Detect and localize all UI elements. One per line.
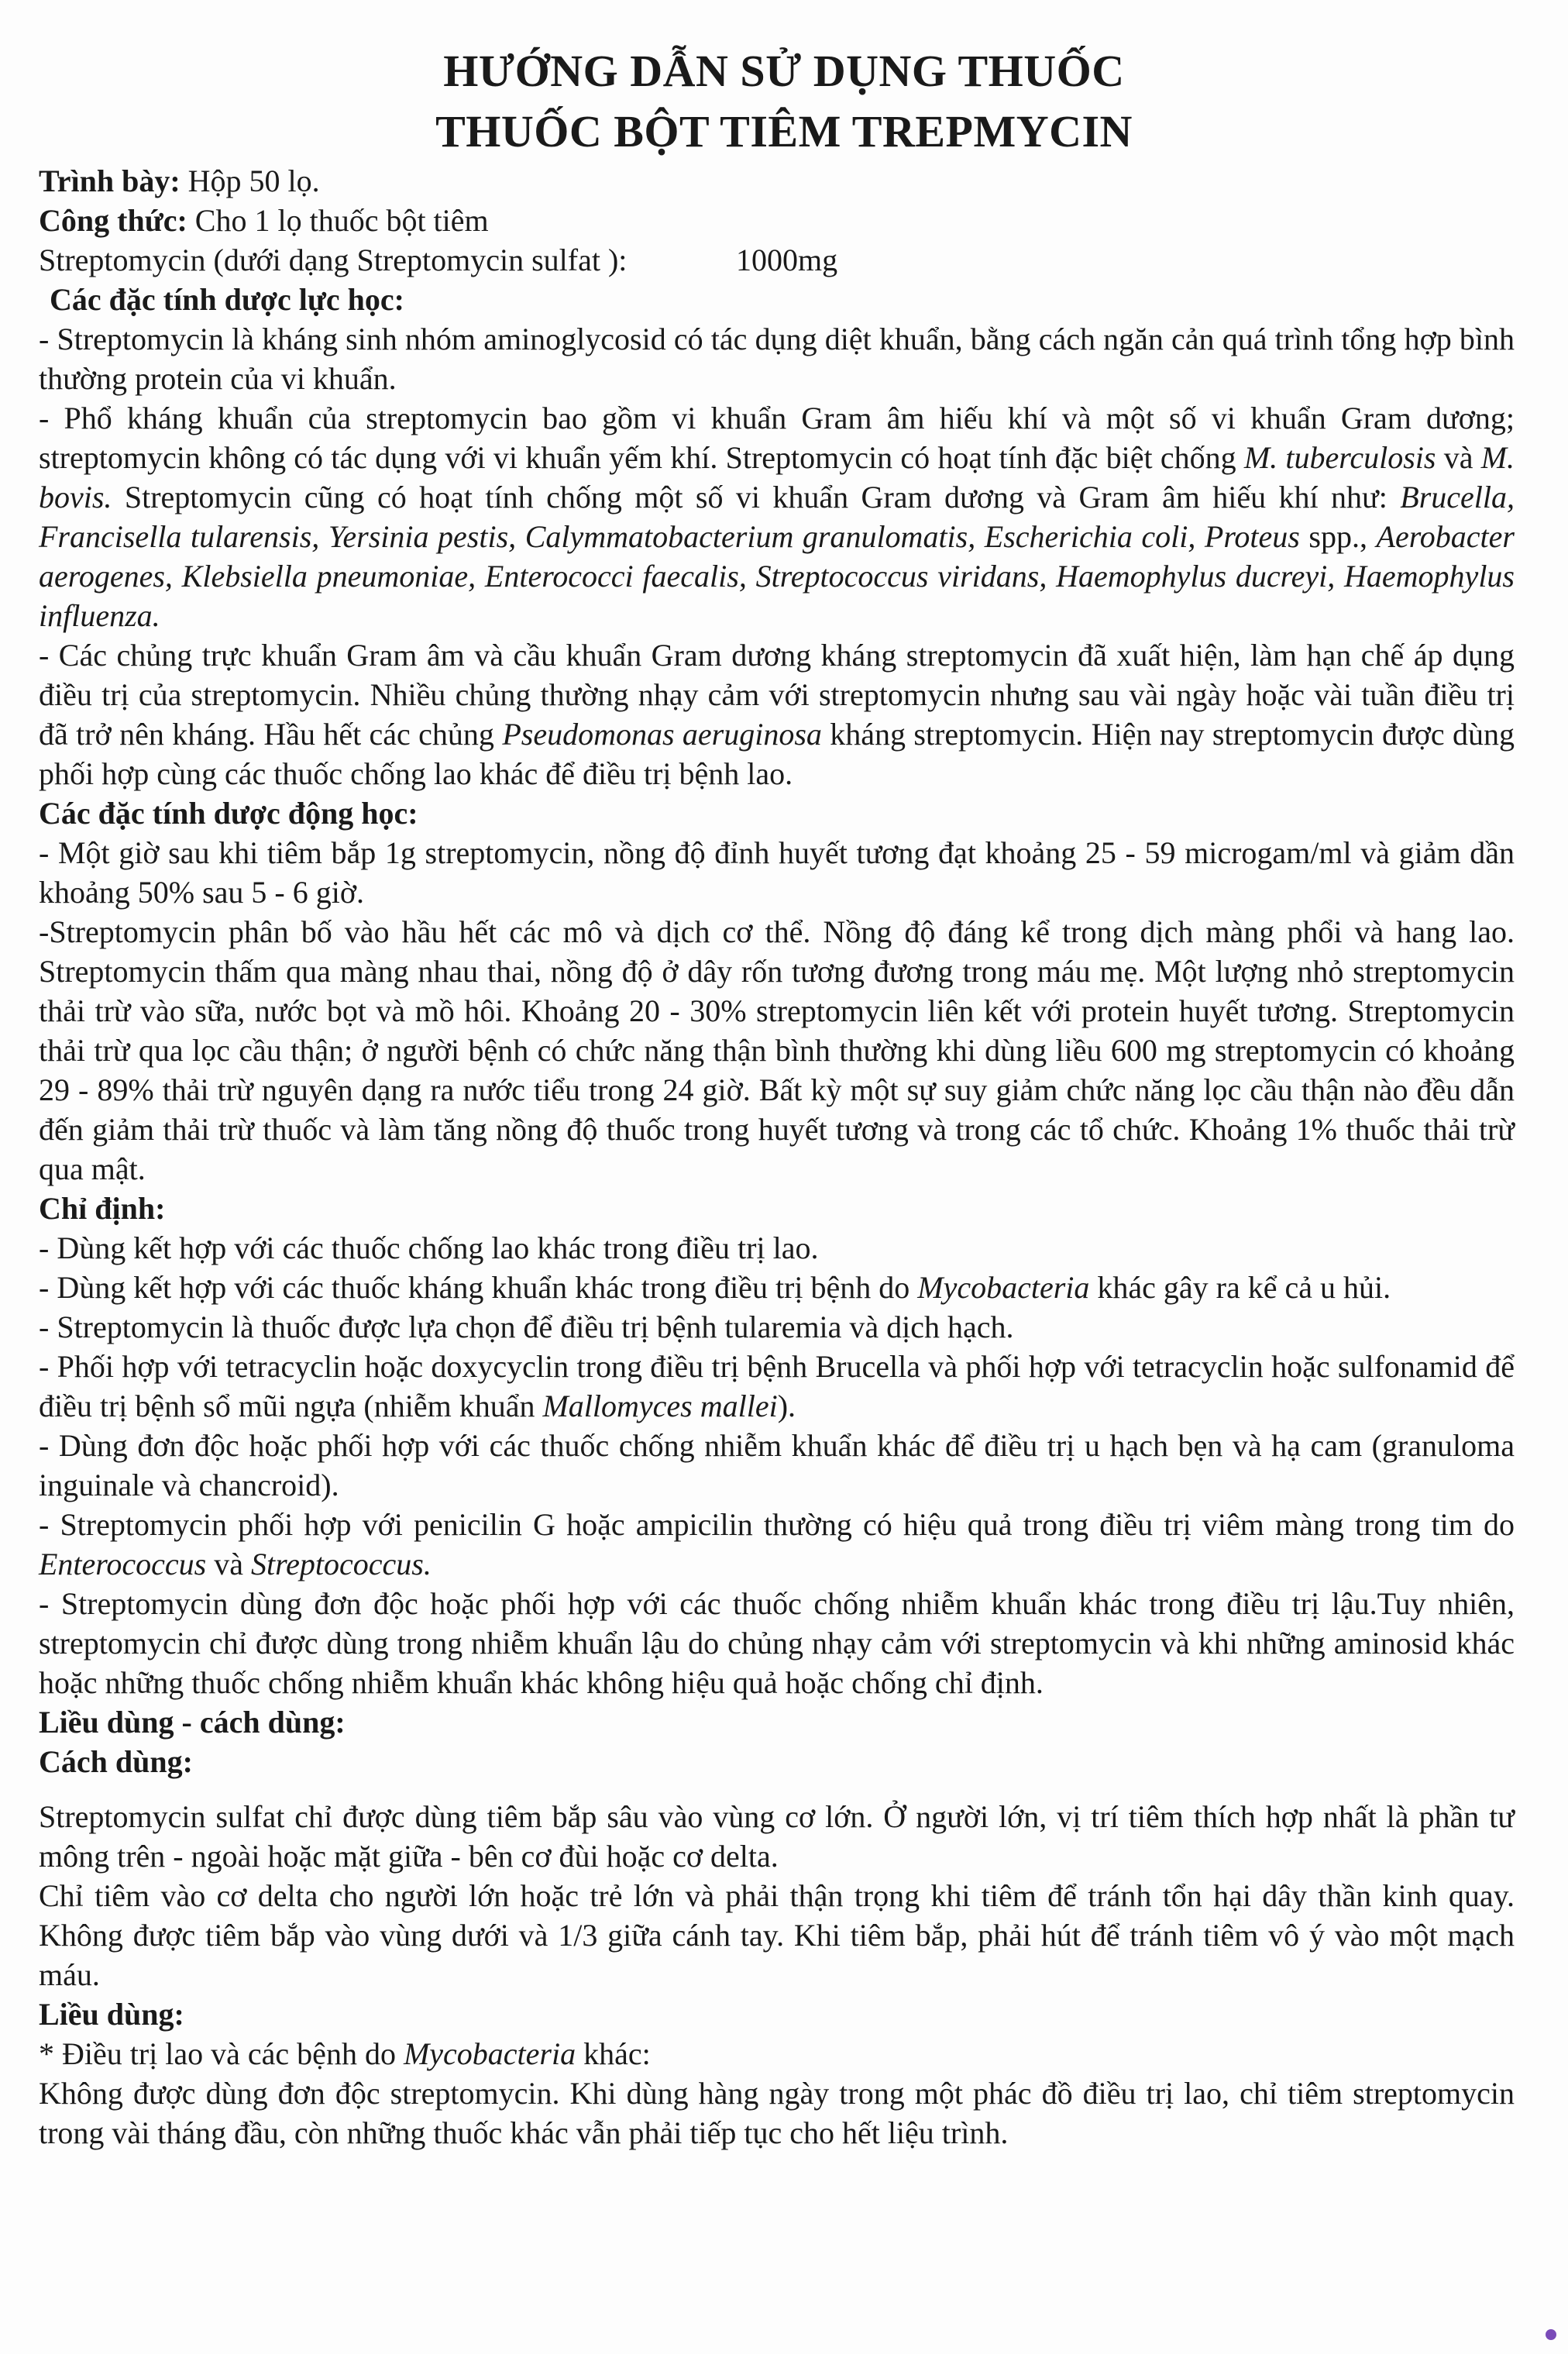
- ind-italic: Mycobacteria: [917, 1270, 1090, 1305]
- pd-text: - Phổ kháng khuẩn của streptomycin bao gồm vi khuẩn Gram âm hiếu khí và một số vi khuẩn Gram dương; streptomycin không có tác dụng với vi khuẩn yếm khí. Streptomycin có hoạt tính đặc biệt chống: [39, 401, 1515, 475]
- indications-heading: Chỉ định:: [39, 1191, 166, 1226]
- administration-paragraph-2: Chỉ tiêm vào cơ delta cho người lớn hoặc trẻ lớn và phải thận trọng khi tiêm để tránh tổn hại dây thần kinh quay. Không được tiêm bắp vào vùng dưới và 1/3 giữa cánh tay. Khi tiêm bắp, phải hút để tránh tiêm vô ý vào một mạch máu.: [39, 1878, 1515, 1992]
- pd-paragraph-3: [39, 635, 1515, 793]
- ind-italic: Mallomyces mallei: [542, 1389, 778, 1423]
- ind-text: ).: [777, 1389, 796, 1423]
- administration-paragraph-1: Streptomycin sulfat chỉ được dùng tiêm bắp sâu vào vùng cơ lớn. Ở người lớn, vị trí tiêm thích hợp nhất là phần tư mông trên - ngoài hoặc mặt giữa - bên cơ đùi hoặc cơ delta.: [39, 1799, 1515, 1874]
- indication-6: [39, 1505, 1515, 1584]
- indication-4: [39, 1347, 1515, 1426]
- dose-text: khác:: [576, 2036, 651, 2071]
- ingredient-line: [39, 240, 1515, 280]
- ingredient-amount: 1000mg: [736, 243, 838, 277]
- indication-1: - Dùng kết hợp với các thuốc chống lao khác trong điều trị lao.: [39, 1230, 819, 1265]
- pd-text: spp.,: [1299, 519, 1377, 554]
- presentation-label: Trình bày:: [39, 163, 181, 198]
- indication-3: - Streptomycin là thuốc được lựa chọn để điều trị bệnh tularemia và dịch hạch.: [39, 1309, 1014, 1344]
- pd-italic: M. tuberculosis: [1243, 440, 1436, 475]
- ind-text: và: [206, 1547, 251, 1581]
- dose-line-1: [39, 2034, 1515, 2074]
- presentation-value: Hộp 50 lọ.: [180, 163, 320, 198]
- ind-text: - Streptomycin phối hợp với penicilin G hoặc ampicilin thường có hiệu quả trong điều trị viêm màng trong tim do: [39, 1507, 1515, 1542]
- administration-heading: Cách dùng:: [39, 1744, 193, 1779]
- ind-italic: Enterococcus: [39, 1547, 207, 1581]
- formula-label: Công thức:: [39, 203, 187, 238]
- formula-line: [39, 201, 1515, 240]
- pharmacokinetics-heading: Các đặc tính dược động học:: [39, 796, 418, 831]
- ind-text: - Phối hợp với tetracyclin hoặc doxycyclin trong điều trị bệnh Brucella và phối hợp với tetracyclin hoặc sulfonamid để điều trị bệnh sổ mũi ngựa (nhiễm khuẩn: [39, 1349, 1515, 1423]
- pd-italic: Pseudomonas aeruginosa: [502, 717, 822, 752]
- pd-italic: Brucella, Francisella tularensis, Yersinia pestis, Calymmatobacterium granulomatis, Escherichia coli, Proteus: [39, 480, 1515, 554]
- pd-text: và: [1436, 440, 1481, 475]
- pd-italic: M. bovis.: [39, 440, 1515, 515]
- dose-italic: Mycobacteria: [403, 2036, 576, 2071]
- pd-paragraph-2: [39, 398, 1515, 635]
- dose-text: * Điều trị lao và các bệnh do: [39, 2036, 404, 2071]
- dose-heading: Liều dùng:: [39, 1997, 184, 2032]
- indication-7: - Streptomycin dùng đơn độc hoặc phối hợp với các thuốc chống nhiễm khuẩn khác trong điều trị lậu.Tuy nhiên, streptomycin chỉ được dùng trong nhiễm khuẩn lậu do chủng nhạy cảm với streptomycin và khi những aminosid khác hoặc những thuốc chống nhiễm khuẩn khác không hiệu quả hoặc chống chỉ định.: [39, 1586, 1515, 1700]
- pk-paragraph-2: -Streptomycin phân bố vào hầu hết các mô và dịch cơ thể. Nồng độ đáng kể trong dịch màng phổi và hang lao. Streptomycin thấm qua màng nhau thai, nồng độ ở dây rốn tương đương trong máu mẹ. Một lượng nhỏ streptomycin thải trừ vào sữa, nước bọt và mồ hôi. Khoảng 20 - 30% streptomycin liên kết với protein huyết tương. Streptomycin thải trừ qua lọc cầu thận; ở người bệnh có chức năng thận bình thường khi dùng liều 600 mg streptomycin có khoảng 29 - 89% thải trừ nguyên dạng ra nước tiểu trong 24 giờ. Bất kỳ một sự suy giảm chức năng lọc cầu thận nào đều dẫn đến giảm thải trừ thuốc và làm tăng nồng độ thuốc trong huyết tương và trong các tổ chức. Khoảng 1% thuốc thải trừ qua mật.: [39, 914, 1515, 1186]
- pharmacodynamics-heading: Các đặc tính dược lực học:: [50, 282, 404, 317]
- pd-paragraph-1: - Streptomycin là kháng sinh nhóm aminoglycosid có tác dụng diệt khuẩn, bằng cách ngăn cản quá trình tổng hợp bình thường protein của vi khuẩn.: [39, 322, 1515, 396]
- ind-text: khác gây ra kể cả u hủi.: [1089, 1270, 1391, 1305]
- scan-mark: [1546, 2329, 1556, 2340]
- pd-text: kháng streptomycin. Hiện nay streptomycin được dùng phối hợp cùng các thuốc chống lao khác để điều trị bệnh lao.: [39, 717, 1515, 791]
- dose-paragraph-2: Không được dùng đơn độc streptomycin. Khi dùng hàng ngày trong một phác đồ điều trị lao, chỉ tiêm streptomycin trong vài tháng đầu, còn những thuốc khác vẫn phải tiếp tục cho hết liệu trình.: [39, 2076, 1515, 2150]
- page-subtitle: THUỐC BỘT TIÊM TREPMYCIN: [435, 106, 1133, 157]
- dosage-heading: Liều dùng - cách dùng:: [39, 1705, 346, 1740]
- ind-text: - Dùng kết hợp với các thuốc kháng khuẩn khác trong điều trị bệnh do: [39, 1270, 918, 1305]
- indication-2: [39, 1268, 1515, 1307]
- pd-italic: Aerobacter aerogenes, Klebsiella pneumoniae, Enterococci faecalis, Streptococcus viridans, Haemophylus ducreyi, Haemophylus influenza.: [39, 519, 1515, 633]
- document-body: [39, 161, 1515, 2153]
- formula-value: Cho 1 lọ thuốc bột tiêm: [187, 203, 489, 238]
- page-title: HƯỚNG DẪN SỬ DỤNG THUỐC: [443, 46, 1125, 96]
- pk-paragraph-1: - Một giờ sau khi tiêm bắp 1g streptomycin, nồng độ đỉnh huyết tương đạt khoảng 25 - 59 microgam/ml và giảm dần khoảng 50% sau 5 - 6 giờ.: [39, 835, 1515, 910]
- ingredient-name: Streptomycin (dưới dạng Streptomycin sulfat ):: [39, 243, 628, 277]
- ind-italic: Streptococcus.: [250, 1547, 432, 1581]
- pd-text: - Các chủng trực khuẩn Gram âm và cầu khuẩn Gram dương kháng streptomycin đã xuất hiện, làm hạn chế áp dụng điều trị của streptomycin. Nhiều chủng thường nhạy cảm với streptomycin nhưng sau vài ngày hoặc vài tuần điều trị đã trở nên kháng. Hầu hết các chủng: [39, 638, 1515, 752]
- presentation-line: [39, 161, 1515, 201]
- pd-text: Streptomycin cũng có hoạt tính chống một số vi khuẩn Gram dương và Gram âm hiếu khí như:: [112, 480, 1401, 515]
- indication-5: - Dùng đơn độc hoặc phối hợp với các thuốc chống nhiễm khuẩn khác để điều trị u hạch bẹn và hạ cam (granuloma inguinale và chancroid).: [39, 1428, 1515, 1502]
